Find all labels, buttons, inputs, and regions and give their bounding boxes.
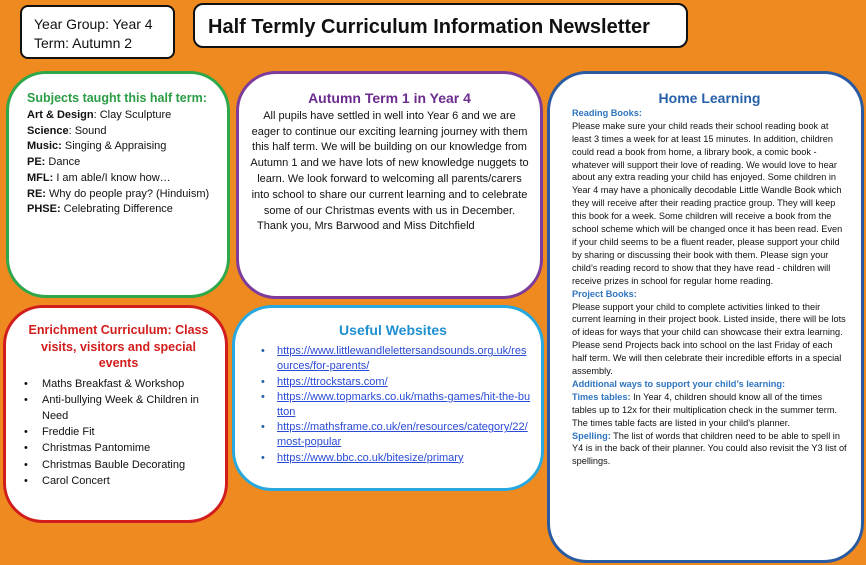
list-item — [255, 375, 531, 390]
project-books-heading: Project Books: — [572, 288, 637, 299]
subject-row: Science: Sound — [27, 124, 107, 137]
list-item: • Christmas Pantomime — [20, 440, 217, 456]
subject-row: RE: Why do people pray? (Hinduism) — [27, 187, 210, 200]
newsletter-title: Half Termly Curriculum Information Newsletter — [208, 16, 650, 38]
list-item: • Christmas Bauble Decorating — [20, 457, 217, 473]
website-link[interactable]: https://mathsframe.co.uk/en/resources/category/22/most-popular — [277, 421, 528, 449]
reading-books-body: Please make sure your child reads their school reading book at least 3 times a week for at least 15 minutes. In addition, children could read a book from home, a library book, a comic book - whatever will support their love of reading. We would love to hear about any extra reading your child has enjoyed. Some children in Year 4 may have a phonically decodable Little Wandle Book which they will receive after their reading practice group. They will keep this book for a week. Some children will receive a book from the school scheme which will be changed once it has been read. Even if your child seems to be a fluent reader, please support your child by sharing or discussing their book with them. Please sign your child’s reading record to show that they have read - children will receive prizes in school for regular home reading. — [572, 120, 843, 286]
website-link[interactable]: https://ttrockstars.com/ — [277, 375, 388, 388]
website-link[interactable]: https://www.bbc.co.uk/bitesize/primary — [277, 451, 464, 464]
useful-websites-panel — [232, 305, 544, 491]
subject-row: PHSE: Celebrating Difference — [27, 203, 173, 216]
times-tables-paragraph: Times tables: In Year 4, children should know all of the times tables up to 12x for their multiplication check in the summer term. The times table facts are listed in your child’s planner. — [572, 391, 838, 428]
year-term-box — [20, 5, 175, 59]
enrichment-panel — [3, 305, 228, 523]
website-link[interactable]: https://www.topmarks.co.uk/maths-games/hit-the-button — [277, 390, 531, 419]
website-link[interactable]: https://www.littlewandlelettersandsounds.org.uk/resources/for-parents/ — [277, 345, 527, 373]
list-item — [255, 451, 531, 466]
home-learning-heading: Home Learning — [658, 90, 761, 106]
subject-row: Music: Singing & Appraising — [27, 140, 167, 153]
subject-row: Art & Design: Clay Sculpture — [27, 109, 172, 121]
enrichment-list — [20, 376, 217, 489]
list-item: • Carol Concert — [20, 473, 217, 489]
autumn-body: All pupils have settled in well into Year 6 and we are eager to continue our exciting learning journey with them this half term. We will be building on our knowledge from Autumn 1 and we have lots of new knowledge nuggets to learn. We look forward to welcoming all parents/carers into school to share our current learning and to celebrate some of our Christmas events with us in December. — [250, 109, 529, 217]
autumn-signoff: Thank you, Mrs Barwood and Miss Ditchfield — [257, 220, 475, 233]
list-item — [255, 390, 531, 420]
subject-row: PE: Dance — [27, 156, 81, 169]
websites-heading: Useful Websites — [339, 322, 447, 338]
home-learning-panel — [547, 71, 864, 563]
newsletter-title-box — [193, 3, 688, 48]
list-item: • Freddie Fit — [20, 424, 217, 440]
list-item: • Anti-bullying Week & Children in Need — [20, 392, 217, 424]
subject-row: MFL: I am able/I know how… — [27, 171, 171, 184]
subjects-heading: Subjects taught this half term: — [27, 91, 207, 105]
additional-support-heading: Additional ways to support your child’s learning: — [572, 378, 786, 389]
autumn-term-panel — [236, 71, 543, 299]
subjects-panel — [6, 71, 230, 298]
autumn-heading: Autumn Term 1 in Year 4 — [308, 90, 471, 106]
list-item — [255, 344, 531, 374]
list-item — [255, 420, 531, 450]
project-books-body: Please support your child to complete activities linked to their current learning in their project book. Listed inside, there will be lots of ideas for ways that your child can showcase their extra learning. Please send Projects back into school on the last Friday of each half term. We will then celebrate their incredible efforts in a special assembly. — [572, 301, 846, 377]
list-item: • Maths Breakfast & Workshop — [20, 376, 217, 392]
enrichment-heading: Enrichment Curriculum: Class visits, visitors and special events — [28, 323, 209, 370]
year-group-label: Year Group: Year 4 — [34, 16, 153, 32]
reading-books-heading: Reading Books: — [572, 107, 642, 118]
websites-list — [255, 344, 531, 466]
spelling-paragraph: Spelling: The list of words that children need to be able to spell in Y4 is in the back of their planner. You could also revisit the Y3 list of spellings. — [572, 430, 847, 467]
term-label: Term: Autumn 2 — [34, 35, 133, 51]
